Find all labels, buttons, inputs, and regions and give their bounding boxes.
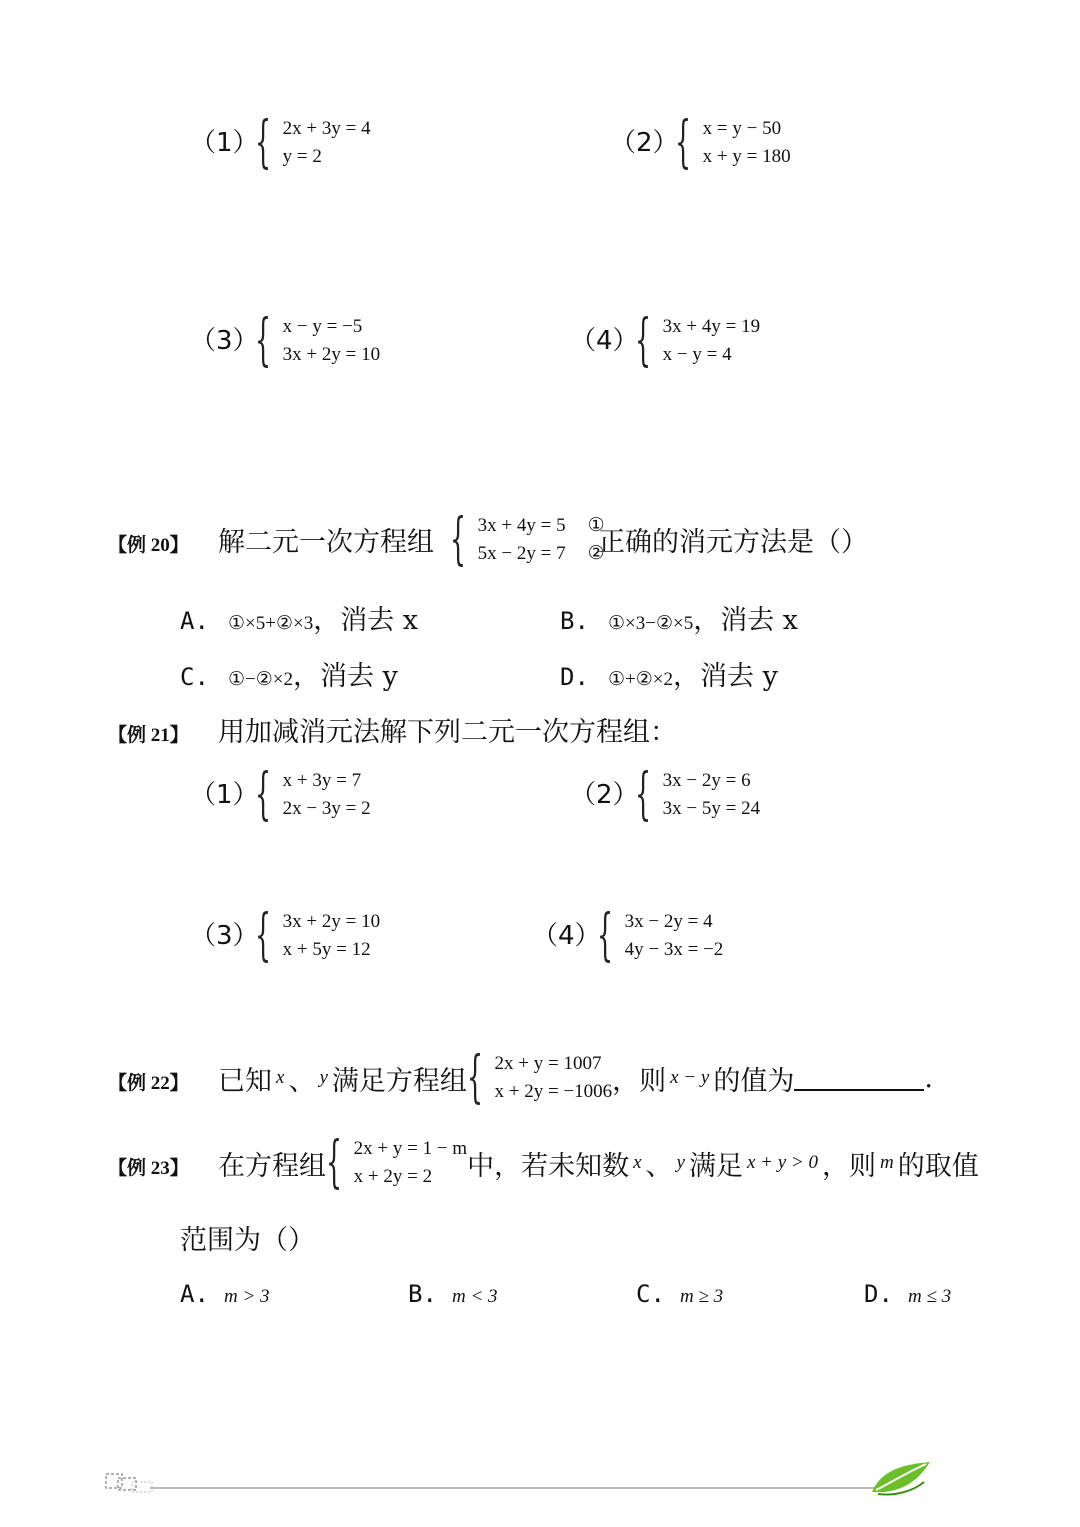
ex23-option-a[interactable]: A. m > 3	[180, 1280, 270, 1308]
ex20-option-d[interactable]: D. ①+②×2，消去 y	[560, 661, 778, 692]
top-item-3-system: { x − y = −5 3x + 2y = 10	[255, 308, 381, 373]
ex23-line: 在方程组 { 2x + y = 1 − m x + 2y = 2 中，若未知数 x 、 y 满足 x + y > 0 ，则 m 的取值	[218, 1130, 979, 1195]
ex21-item-4-system: { 3x − 2y = 4 4y − 3x = −2	[597, 903, 724, 968]
ex20-option-c[interactable]: C. ①−②×2，消去 y	[180, 661, 398, 692]
ex21-text: 用加减消元法解下列二元一次方程组：	[218, 717, 677, 748]
ex21-tag: 【例 21】	[108, 725, 189, 746]
footer-rule	[150, 1487, 890, 1489]
top-item-2-label: （2）	[610, 128, 679, 158]
ex23-tag: 【例 23】	[108, 1158, 189, 1179]
top-item-1-system: { 2x + 3y = 4 y = 2	[255, 110, 371, 175]
top-item-4-label: （4）	[570, 326, 639, 356]
ex21-item-1-label: （1）	[190, 780, 259, 810]
top-item-2-system: { x = y − 50 x + y = 180	[675, 110, 791, 175]
ex23-option-d[interactable]: D. m ≤ 3	[864, 1280, 952, 1308]
top-item-4-system: { 3x + 4y = 19 x − y = 4	[635, 308, 761, 373]
ex21-item-3-system: { 3x + 2y = 10 x + 5y = 12	[255, 903, 381, 968]
ex22-tag: 【例 22】	[108, 1073, 189, 1094]
ex21-item-2-label: （2）	[570, 780, 639, 810]
ex20-option-b[interactable]: B. ①×3−②×5，消去 x	[560, 605, 799, 636]
ex20-tag: 【例 20】	[108, 535, 189, 556]
ex23-line-2: 范围为（）	[180, 1225, 315, 1256]
top-item-1-label: （1）	[190, 128, 259, 158]
top-item-3-label: （3）	[190, 326, 259, 356]
ex20-text-b: 正确的消元方法是（）	[598, 527, 868, 558]
ex20-text-a: 解二元一次方程组	[218, 527, 434, 558]
ex21-item-1-system: { x + 3y = 7 2x − 3y = 2	[255, 762, 371, 827]
ex20-system: { 3x + 4y = 5 ① 5x − 2y = 7 ②	[450, 507, 605, 572]
answer-blank[interactable]	[794, 1065, 924, 1091]
ex23-option-c[interactable]: C. m ≥ 3	[636, 1280, 724, 1308]
brace-glyph: {	[255, 110, 272, 175]
ex21-item-2-system: { 3x − 2y = 6 3x − 5y = 24	[635, 762, 761, 827]
ex21-item-4-label: （4）	[532, 921, 601, 951]
ex20-option-a[interactable]: A. ①×5+②×3，消去 x	[180, 605, 419, 636]
footer-logo-icon	[104, 1470, 156, 1494]
ex22-line: 已知 x 、 y 满足方程组 { 2x + y = 1007 x + 2y = −1006 ，则 x − y 的值为 .	[218, 1045, 933, 1110]
leaf-icon	[868, 1458, 934, 1498]
ex23-option-b[interactable]: B. m < 3	[408, 1280, 498, 1308]
ex21-item-3-label: （3）	[190, 921, 259, 951]
